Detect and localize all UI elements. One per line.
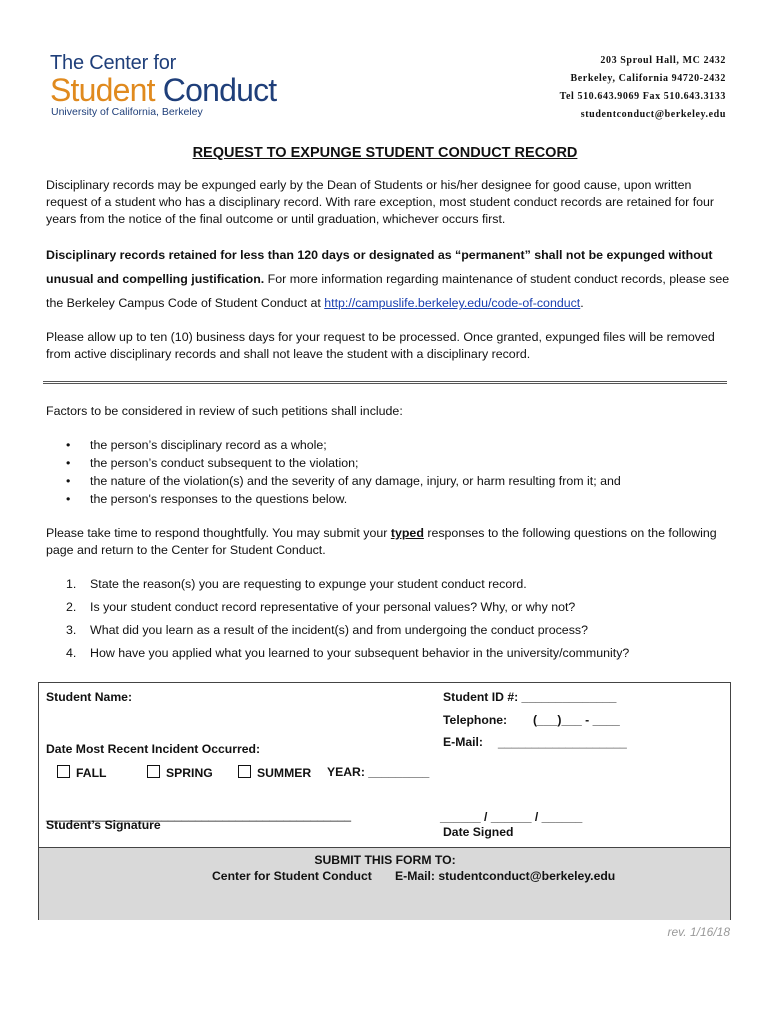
divider [43,381,727,384]
summer-label: SUMMER [257,766,312,780]
question-item [66,643,746,666]
address-email: studentconduct@berkeley.edu [580,109,726,120]
submit-email: E-Mail: studentconduct@berkeley.edu [395,869,616,883]
logo-line-1: The Center for [50,52,177,74]
factor-text: the person’s disciplinary record as a whole; [90,438,327,452]
question-text: State the reason(s) you are requesting to expunge your student conduct record. [90,577,527,591]
email-label: E-Mail: [443,735,483,749]
factor-item [66,454,746,472]
logo-word-student: Student [50,72,155,108]
policy-paragraph [46,243,736,315]
intro-paragraph: Disciplinary records may be expunged early by the Dean of Students or his/her designee for good cause, upon written request of a student who has a disciplinary record. With rare exception, most student conduct records are retained for four years from the notice of the final outcome or until graduation, whichever occurs first. [46,178,715,226]
signature-label: Student’s Signature [46,818,161,832]
factors-intro: Factors to be considered in review of such petitions shall include: [46,404,403,418]
fall-option[interactable] [57,765,106,780]
instructions-text: Please take time to respond thoughtfully. You may submit your [46,526,391,540]
question-item [66,620,746,643]
question-number: 1. [66,577,77,591]
revision-note: rev. 1/16/18 [667,925,730,939]
question-item [66,597,746,620]
question-number: 4. [66,646,77,660]
typed-emphasis: typed [390,526,424,540]
code-of-conduct-link[interactable]: http://campuslife.berkeley.edu/code-of-conduct [324,296,581,310]
checkbox-icon[interactable] [238,765,251,778]
policy-period: . [580,296,584,310]
submit-center: Center for Student Conduct [212,869,372,883]
logo-line-3: University of California, Berkeley [51,106,203,118]
bullet-icon: • [66,438,71,452]
factors-list [66,436,746,508]
checkbox-icon[interactable] [57,765,70,778]
question-text: What did you learn as a result of the incident(s) and from undergoing the conduct process? [90,623,588,637]
fall-label: FALL [76,766,107,780]
telephone-label: Telephone: [443,713,508,727]
summer-option[interactable] [238,765,311,780]
policy-bold-text: Disciplinary records retained for less than 120 days or designated as “permanent” shall not be expunged without unusual and compelling justification. [46,248,713,286]
checkbox-icon[interactable] [147,765,160,778]
factor-item [66,436,746,454]
date-signed-label: Date Signed [443,825,514,839]
logo-line-2 [50,72,276,108]
question-text: Is your student conduct record representative of your personal values? Why, or why not? [90,600,576,614]
signature-line[interactable]: _____________________________________________ [46,808,352,822]
telephone-field[interactable]: (___)___ - ____ [533,713,620,727]
question-text: How have you applied what you learned to your subsequent behavior in the university/community? [90,646,630,660]
student-id-field[interactable]: Student ID #: ______________ [443,690,617,704]
spring-option[interactable] [147,765,213,780]
bullet-icon: • [66,474,71,488]
factor-item [66,490,746,508]
bullet-icon: • [66,492,71,506]
logo-word-conduct: Conduct [154,72,277,108]
factor-item [66,472,746,490]
question-number: 2. [66,600,77,614]
year-field[interactable]: YEAR: _________ [327,765,430,779]
address-block [560,52,726,124]
email-field[interactable]: ___________________ [498,735,627,749]
factor-text: the person’s conduct subsequent to the violation; [90,456,359,470]
instructions-paragraph [46,525,736,559]
address-line: 203 Sproul Hall, MC 2432 [600,55,726,66]
address-line: Berkeley, California 94720-2432 [570,73,726,84]
factor-text: the person's responses to the questions below. [90,492,348,506]
bullet-icon: • [66,456,71,470]
spring-label: SPRING [166,766,213,780]
address-line: Tel 510.643.9069 Fax 510.643.3133 [559,91,726,102]
question-number: 3. [66,623,77,637]
factor-text: the nature of the violation(s) and the severity of any damage, injury, or harm resulting from it; and [90,474,621,488]
processing-paragraph: Please allow up to ten (10) business days for your request to be processed. Once granted, expunged files will be removed from active disciplinary records and shall not leave the student with a disciplinary record. [46,330,715,361]
student-name-label[interactable]: Student Name: [46,690,132,704]
incident-date-label: Date Most Recent Incident Occurred: [46,742,261,756]
policy-text: For more information regarding maintenance of student conduct records, please see the Berkeley Campus Code of Student Conduct at [46,272,730,310]
instructions-text: responses to the following questions on the following page and return to the Center for Student Conduct. [46,526,717,557]
questions-list [66,574,746,666]
date-signed-field[interactable]: ______ / ______ / ______ [440,810,583,824]
page-title: REQUEST TO EXPUNGE STUDENT CONDUCT RECORD [192,145,578,161]
question-item [66,574,746,597]
submit-heading: SUBMIT THIS FORM TO: [314,853,456,867]
